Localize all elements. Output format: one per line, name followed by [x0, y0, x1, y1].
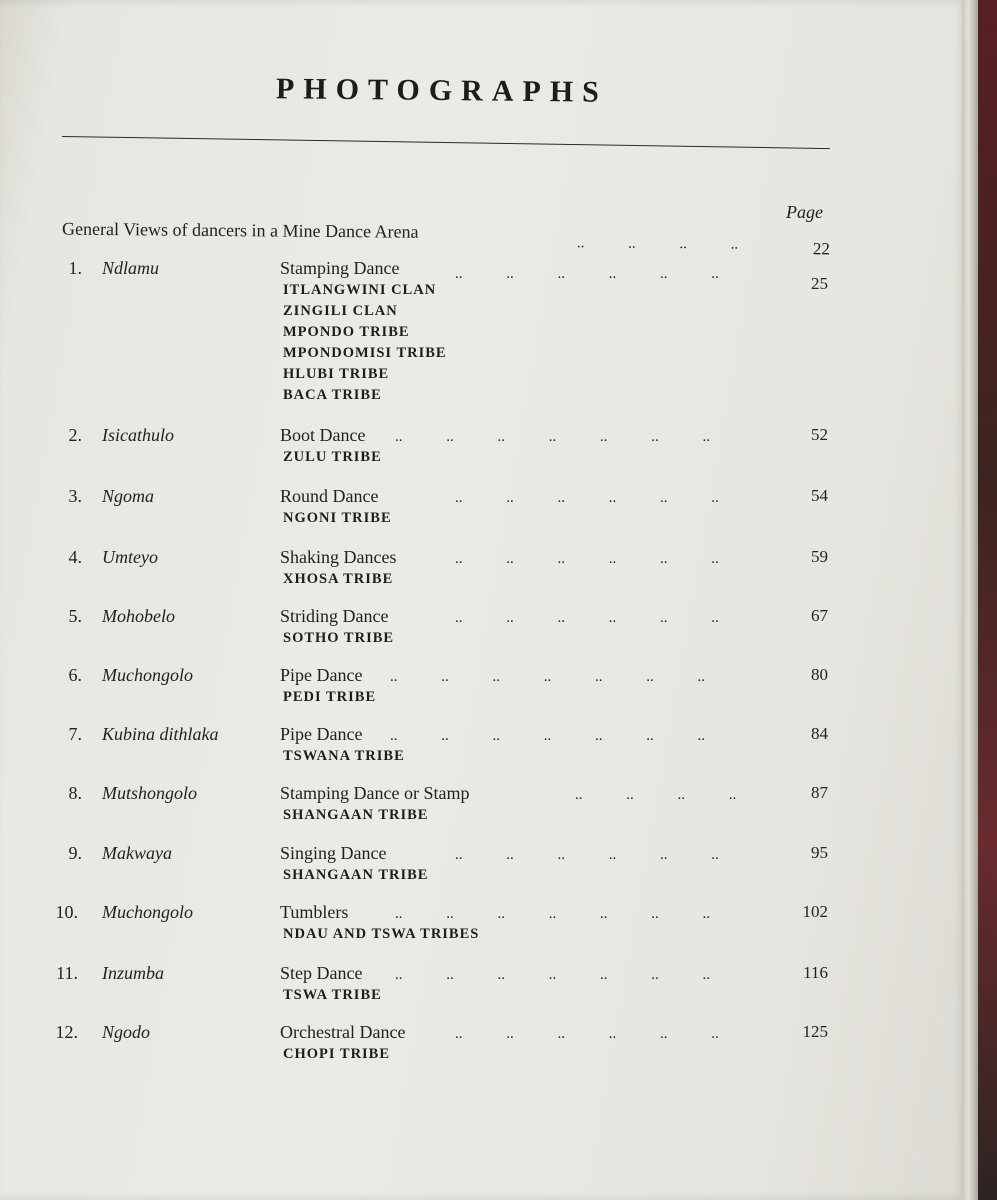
tribe-label: TSWANA TRIBE — [283, 748, 405, 764]
tribe-label: NGONI TRIBE — [283, 510, 392, 526]
page-edge — [962, 0, 978, 1200]
entry-number: 9. — [68, 843, 82, 863]
dance-description: Shaking Dances — [280, 547, 397, 567]
tribe-label: MPONDO TRIBE — [283, 324, 410, 340]
tribe-label: SHANGAAN TRIBE — [283, 867, 429, 883]
native-dance-name: Ngoma — [102, 486, 155, 506]
tribe-label: CHOPI TRIBE — [283, 1046, 391, 1062]
leader-dots: .. .. .. .. — [575, 787, 737, 803]
entry-number: 11. — [56, 963, 78, 983]
tribe-label: SOTHO TRIBE — [283, 630, 395, 646]
entry-number: 12. — [55, 1022, 78, 1042]
general-views-page: 22 — [812, 239, 830, 259]
native-dance-name: Muchongolo — [102, 902, 193, 922]
native-dance-name: Isicathulo — [102, 425, 174, 445]
page-number: 59 — [811, 547, 828, 566]
leader-dots: .. .. .. .. .. .. .. — [395, 906, 710, 922]
entry-number: 10. — [55, 902, 78, 922]
entry-number: 2. — [68, 425, 82, 445]
general-views-label: General Views of dancers in a Mine Dance Arena — [61, 218, 419, 242]
page-number: 84 — [811, 724, 828, 743]
native-dance-name: Mutshongolo — [102, 783, 198, 803]
page-title: PHOTOGRAPHS — [275, 72, 608, 109]
leader-dots: .. .. .. .. — [576, 235, 739, 253]
tribe-label: ZINGILI CLAN — [283, 303, 398, 319]
entry-number: 1. — [68, 258, 82, 278]
page-number: 80 — [811, 665, 828, 684]
page-column-header: Page — [786, 202, 823, 222]
page-number: 54 — [811, 486, 828, 505]
dance-description: Step Dance — [280, 963, 363, 983]
page-number: 102 — [802, 902, 828, 921]
native-dance-name: Umteyo — [102, 547, 158, 567]
dance-description: Pipe Dance — [280, 665, 363, 685]
native-dance-name: Inzumba — [102, 963, 164, 983]
leader-dots: .. .. .. .. .. .. .. — [390, 728, 705, 744]
tribe-label: MPONDOMISI TRIBE — [283, 345, 447, 361]
native-dance-name: Kubina dithlaka — [102, 724, 219, 744]
entry-number: 6. — [68, 665, 82, 685]
tribe-label: XHOSA TRIBE — [283, 571, 394, 587]
page-number: 52 — [811, 425, 828, 444]
tribe-label: BACA TRIBE — [283, 387, 382, 403]
title-rule — [62, 136, 830, 149]
leader-dots: .. .. .. .. .. .. — [455, 551, 719, 567]
tribe-label: ZULU TRIBE — [283, 449, 382, 465]
page-number: 25 — [811, 274, 828, 293]
page-number: 125 — [802, 1022, 828, 1041]
tribe-label: PEDI TRIBE — [283, 689, 377, 705]
native-dance-name: Mohobelo — [102, 606, 175, 626]
entry-number: 3. — [68, 486, 82, 506]
entry-number: 7. — [68, 724, 82, 744]
page-number: 67 — [811, 606, 828, 625]
dance-description: Boot Dance — [280, 425, 366, 445]
entry-number: 5. — [68, 606, 82, 626]
tribe-label: TSWA TRIBE — [283, 987, 382, 1003]
leader-dots: .. .. .. .. .. .. — [455, 266, 719, 282]
leader-dots: .. .. .. .. .. .. .. — [395, 967, 710, 983]
native-dance-name: Muchongolo — [102, 665, 193, 685]
dance-description: Striding Dance — [280, 606, 389, 626]
leader-dots: .. .. .. .. .. .. .. — [395, 429, 710, 445]
leader-dots: .. .. .. .. .. .. — [455, 490, 719, 506]
tribe-label: NDAU AND TSWA TRIBES — [283, 926, 480, 942]
dance-description: Stamping Dance — [280, 258, 400, 278]
dance-description: Tumblers — [280, 902, 349, 922]
native-dance-name: Makwaya — [102, 843, 172, 863]
native-dance-name: Ndlamu — [102, 258, 160, 278]
dance-description: Orchestral Dance — [280, 1022, 406, 1042]
tribe-label: SHANGAAN TRIBE — [283, 807, 429, 823]
dance-description: Pipe Dance — [280, 724, 363, 744]
dance-description: Stamping Dance or Stamp — [280, 783, 470, 803]
page-number: 87 — [811, 783, 828, 802]
tribe-label: HLUBI TRIBE — [283, 366, 390, 382]
background-cover — [978, 0, 997, 1200]
leader-dots: .. .. .. .. .. .. — [455, 1026, 719, 1042]
general-views-entry — [61, 218, 832, 259]
dance-description: Round Dance — [280, 486, 379, 506]
dance-description: Singing Dance — [280, 843, 387, 863]
entry-number: 4. — [68, 547, 82, 567]
tribe-label: ITLANGWINI CLAN — [283, 282, 437, 298]
native-dance-name: Ngodo — [102, 1022, 151, 1042]
leader-dots: .. .. .. .. .. .. — [455, 847, 719, 863]
entry-number: 8. — [68, 783, 82, 803]
leader-dots: .. .. .. .. .. .. .. — [390, 669, 705, 685]
page-number: 95 — [811, 843, 828, 862]
page-number: 116 — [803, 963, 828, 982]
leader-dots: .. .. .. .. .. .. — [455, 610, 719, 626]
